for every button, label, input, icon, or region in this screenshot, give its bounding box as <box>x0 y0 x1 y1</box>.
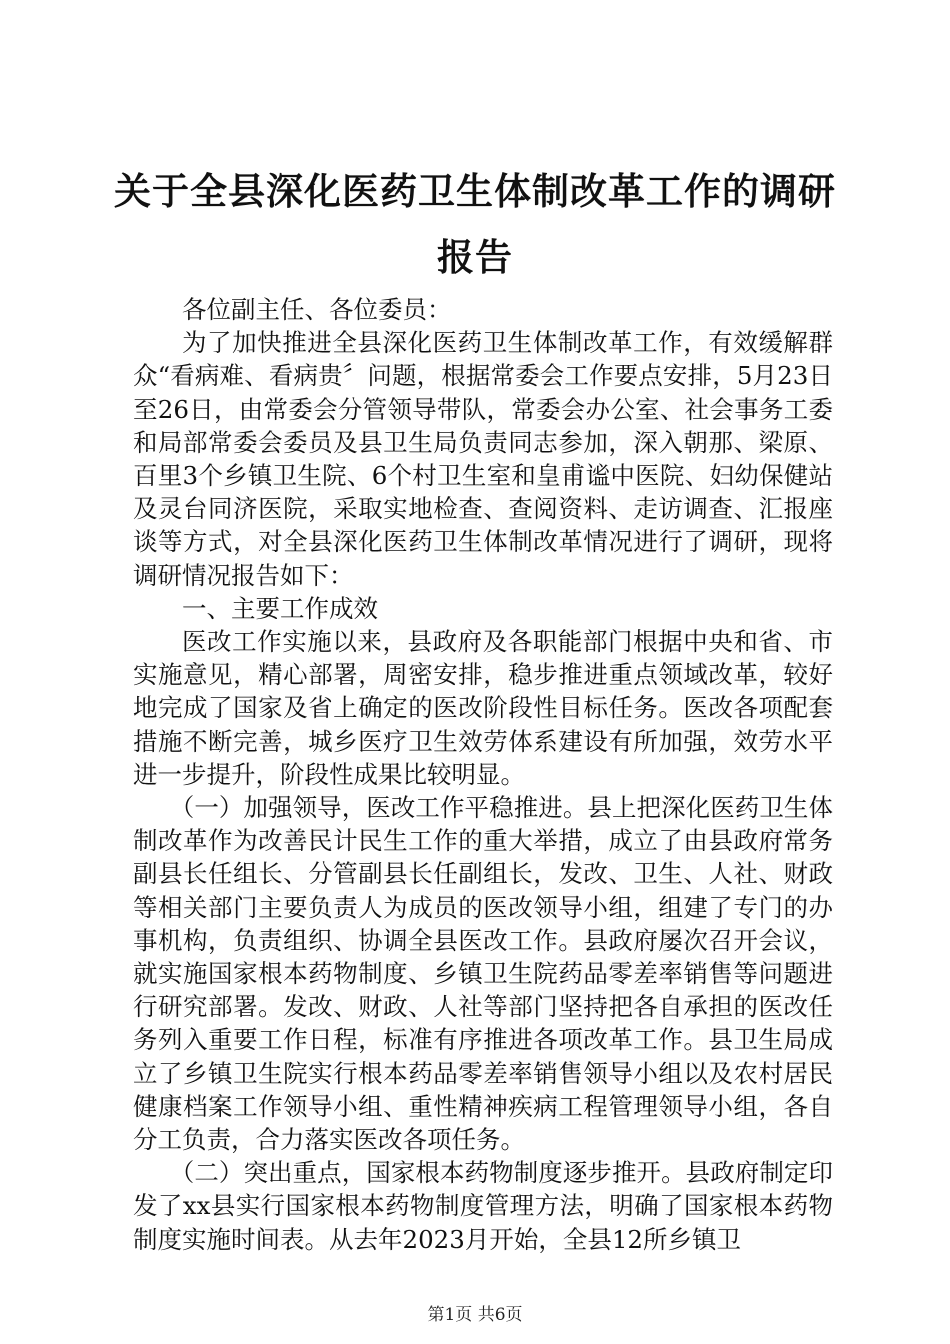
page-footer: 第1页 共6页 <box>427 1305 523 1325</box>
document-title: 关于全县深化医药卫生体制改革工作的调研报告 <box>114 169 836 279</box>
paragraph-drug-system: （二）突出重点，国家根本药物制度逐步推开。县政府制定印发了xx县实行国家根本药物制度管理方法，明确了国家根本药物制度实施时间表。从去年2023月开始，全县12所乡镇卫 <box>133 1158 833 1254</box>
greeting: 各位副主任、各位委员： <box>182 295 452 324</box>
section-heading: 一、主要工作成效 <box>182 593 378 623</box>
paragraph-leadership: （一）加强领导，医改工作平稳推进。县上把深化医药卫生体制改革作为改善民计民生工作的重大举措，成立了由县政府常务副县长任组长、分管副县长任副组长，发改、卫生、人社、财政等相关部门主要负责人为成员的医改领导小组，组建了专门的办事机构，负责组织、协调全县医改工作。县政府屡次召开会议，就实施国家根本药物制度、乡镇卫生院药品零差率销售等问题进行研究部署。发改、财政、人社等部门坚持把各自承担的医改任务列入重要工作日程，标准有序推进各项改革工作。县卫生局成立了乡镇卫生院实行根本药品零差率销售领导小组以及农村居民健康档案工作领导小组、重性精神疾病工程管理领导小组，各自分工负责，合力落实医改各项任务。 <box>133 793 833 1155</box>
paragraph-intro: 为了加快推进全县深化医药卫生体制改革工作，有效缓解群众“看病难、看病贵〞问题，根据常委会工作要点安排，5月23日至26日，由常委会分管领导带队，常委会办公室、社会事务工委和局部常委会委员及县卫生局负责同志参加，深入朝那、梁原、百里3个乡镇卫生院、6个村卫生室和皇甫谧中医院、妇幼保健站及灵台同济医院，采取实地检查、查阅资料、走访调查、汇报座谈等方式，对全县深化医药卫生体制改革情况进行了调研，现将调研情况报告如下： <box>133 328 833 590</box>
paragraph-achievements: 医改工作实施以来，县政府及各职能部门根据中央和省、市实施意见，精心部署，周密安排，稳步推进重点领域改革，较好地完成了国家及省上确定的医改阶段性目标任务。医改各项配套措施不断完善，城乡医疗卫生效劳体系建设有所加强，效劳水平进一步提升，阶段性成果比较明显。 <box>133 627 833 789</box>
document-body <box>133 293 833 1256</box>
